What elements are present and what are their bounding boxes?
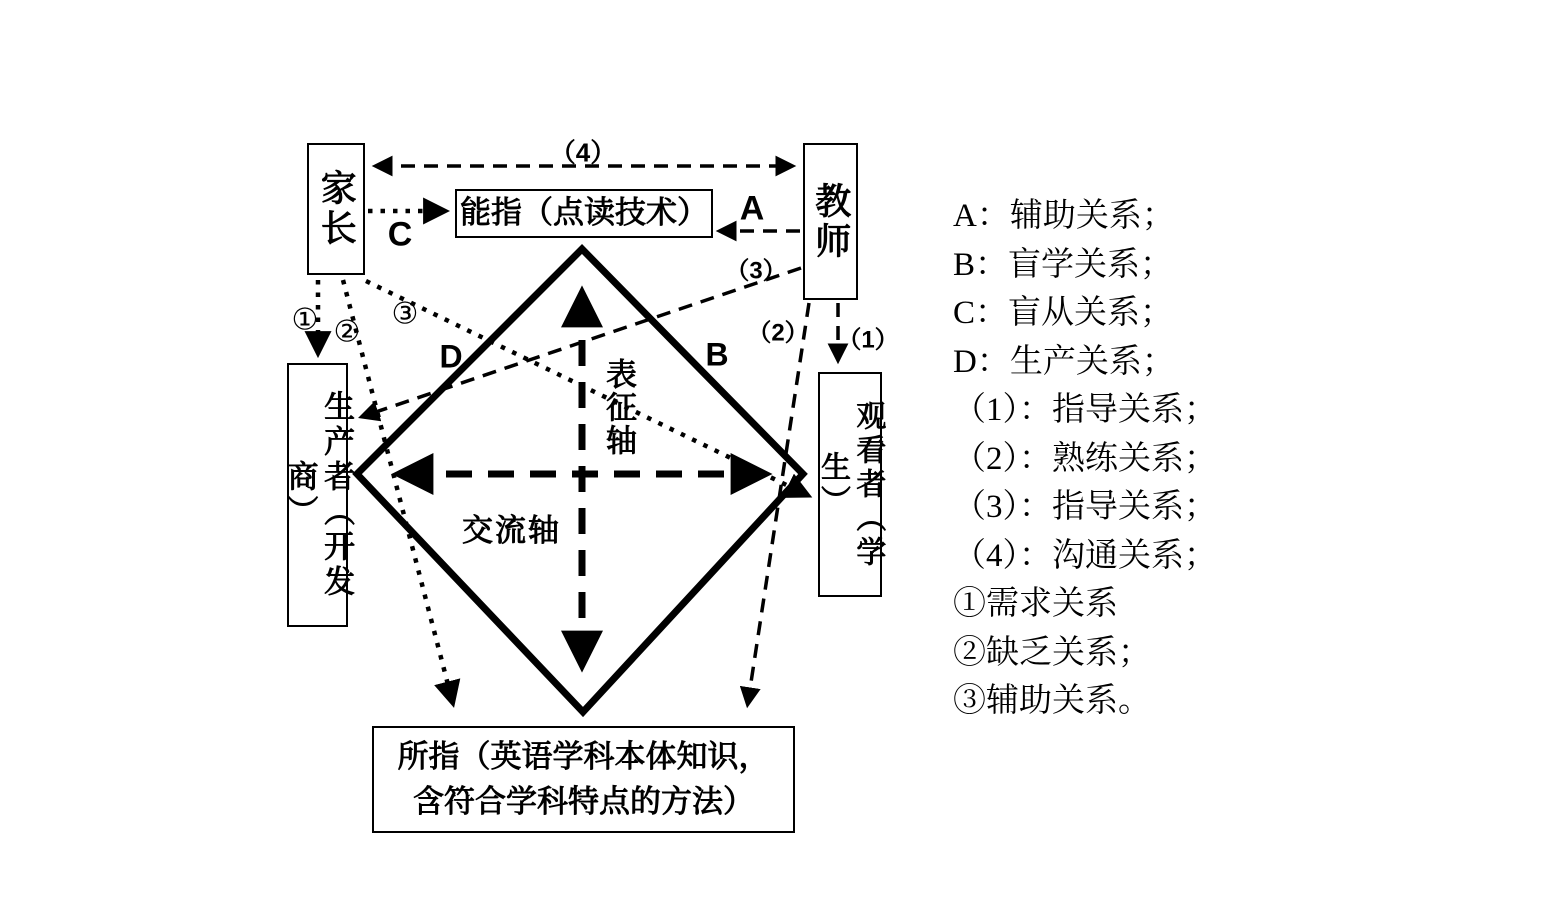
legend-item-1: （1）：指导关系；	[953, 392, 1217, 428]
label-relation-circ2: ②	[333, 315, 361, 349]
box-producer-label: 生产者（开发商）	[282, 390, 355, 600]
legend-item-2: （2）：熟练关系；	[953, 440, 1217, 477]
label-relation-B: B	[705, 336, 729, 373]
label-relation-4: （4）	[549, 137, 617, 168]
label-relation-circ1: ①	[291, 303, 319, 337]
label-relation-D: D	[439, 338, 463, 375]
legend-item-circ2: ②缺乏关系；	[953, 634, 1151, 671]
box-signified-line2: 含符合学科特点的方法）	[413, 783, 754, 819]
box-producer	[282, 363, 355, 627]
box-signifier-label: 能指（点读技术）	[460, 195, 708, 231]
label-relation-C: C	[387, 215, 413, 254]
box-parents-label: 家长	[316, 169, 357, 249]
box-signified	[372, 726, 795, 833]
legend-item-circ3: ③辅助关系。	[953, 683, 1151, 719]
vertical-axis-label: 表征轴	[601, 358, 636, 457]
legend-item-A: A：辅助关系；	[953, 198, 1175, 234]
box-viewer-label: 观看者（学生）	[816, 399, 885, 570]
legend-item-D: D：生产关系；	[953, 343, 1175, 380]
box-viewer	[816, 372, 885, 597]
legend-item-B: B：盲学关系；	[953, 246, 1174, 283]
legend-item-circ1: ①需求关系	[953, 586, 1118, 622]
legend-item-C: C：盲从关系；	[953, 295, 1174, 331]
label-relation-circ3: ③	[391, 297, 419, 331]
legend-item-3: （3）：指导关系；	[953, 489, 1217, 525]
label-relation-1: （1）	[837, 326, 899, 354]
legend-item-4: （4）：沟通关系；	[953, 537, 1217, 574]
label-relation-A: A	[739, 189, 765, 228]
legend	[953, 192, 1313, 726]
label-relation-3: （3）	[725, 257, 787, 285]
box-signifier	[455, 189, 713, 238]
box-teacher	[803, 143, 858, 300]
horizontal-axis-label: 交流轴	[462, 513, 561, 548]
box-parents	[307, 143, 365, 275]
box-teacher-label: 教师	[810, 181, 851, 262]
box-signified-line1: 所指（英语学科本体知识，	[397, 738, 770, 774]
label-relation-2: （2）	[747, 319, 809, 347]
